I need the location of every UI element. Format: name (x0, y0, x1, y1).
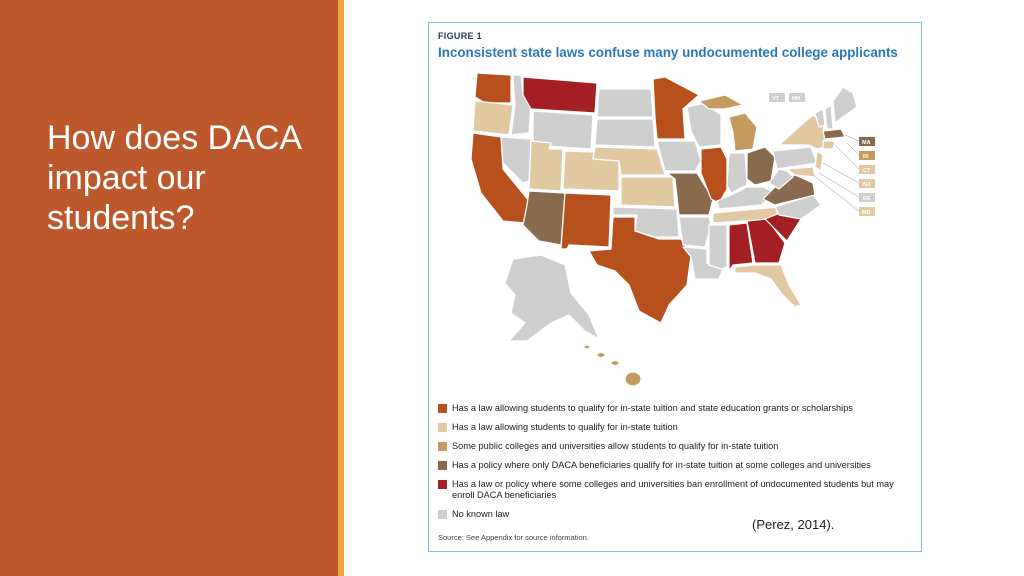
state-az (523, 191, 565, 245)
legend-swatch (438, 442, 447, 451)
state-nm (561, 193, 611, 249)
legend-swatch (438, 423, 447, 432)
state-me (833, 87, 857, 123)
legend-swatch (438, 480, 447, 489)
state-hi-1 (584, 345, 590, 349)
state-ia (657, 141, 701, 171)
figure-label: FIGURE 1 (438, 31, 482, 41)
legend-item (438, 509, 918, 520)
state-pa (773, 147, 817, 169)
us-state-map (429, 23, 923, 403)
inset-ma-label: MA (862, 140, 871, 146)
state-ks (621, 177, 675, 207)
legend-item (438, 460, 918, 471)
left-color-panel (0, 0, 338, 576)
legend-text: No known law (452, 509, 510, 519)
legend-swatch (438, 510, 447, 519)
slide-title: How does DACA impact our students? (47, 119, 303, 237)
legend-text: Has a law allowing students to qualify for in-state tuition (452, 422, 678, 432)
citation: (Perez, 2014). (752, 517, 835, 532)
legend-text: Has a law or policy where some colleges and universities ban enrollment of undocumented students but may enroll DACA beneficiaries (452, 479, 894, 500)
inset-md-label: MD (862, 210, 871, 216)
legend-item (438, 403, 918, 414)
state-mi-upper (699, 95, 743, 109)
inset-de-label: DE (863, 196, 871, 202)
state-ak (505, 255, 599, 341)
legend-text: Has a law allowing students to qualify for in-state tuition and state education grants or scholarships (452, 403, 853, 413)
legend-item (438, 422, 918, 433)
state-ms (709, 225, 727, 269)
legend-item (438, 479, 918, 501)
legend-text: Has a policy where only DACA beneficiaries qualify for in-state tuition at some colleges and universities (452, 460, 871, 470)
state-nh (825, 105, 833, 129)
state-oh (747, 147, 775, 185)
state-hi-2 (597, 353, 605, 358)
figure-source: Source: See Appendix for source information. (438, 533, 589, 542)
inset-nj-label: NJ (863, 182, 871, 188)
state-mt (523, 77, 597, 113)
inset-ct-label: CT (863, 168, 871, 174)
legend-swatch (438, 404, 447, 413)
figure-title: Inconsistent state laws confuse many undocumented college applicants (438, 45, 898, 60)
inset-vt-label: VT (772, 96, 780, 102)
state-hi-3 (611, 361, 619, 366)
state-hi-4 (625, 372, 641, 386)
state-in (727, 153, 747, 193)
figure-box (428, 22, 922, 552)
state-ct (823, 141, 835, 149)
inset-nh-label: NH (792, 96, 800, 102)
state-mi (729, 113, 757, 151)
state-ar (679, 217, 711, 247)
legend-item (438, 441, 918, 452)
state-or (473, 101, 513, 135)
state-ut (529, 141, 563, 191)
state-fl (735, 265, 801, 307)
state-nj (815, 151, 823, 171)
state-sd (595, 119, 655, 147)
state-nd (597, 89, 653, 117)
state-ma (823, 129, 845, 139)
legend-text: Some public colleges and universities allow students to qualify for in-state tuition (452, 441, 779, 451)
accent-bar (338, 0, 344, 576)
map-legend (438, 403, 918, 528)
inset-ri-label: RI (863, 154, 869, 160)
state-wa (475, 73, 511, 103)
legend-swatch (438, 461, 447, 470)
